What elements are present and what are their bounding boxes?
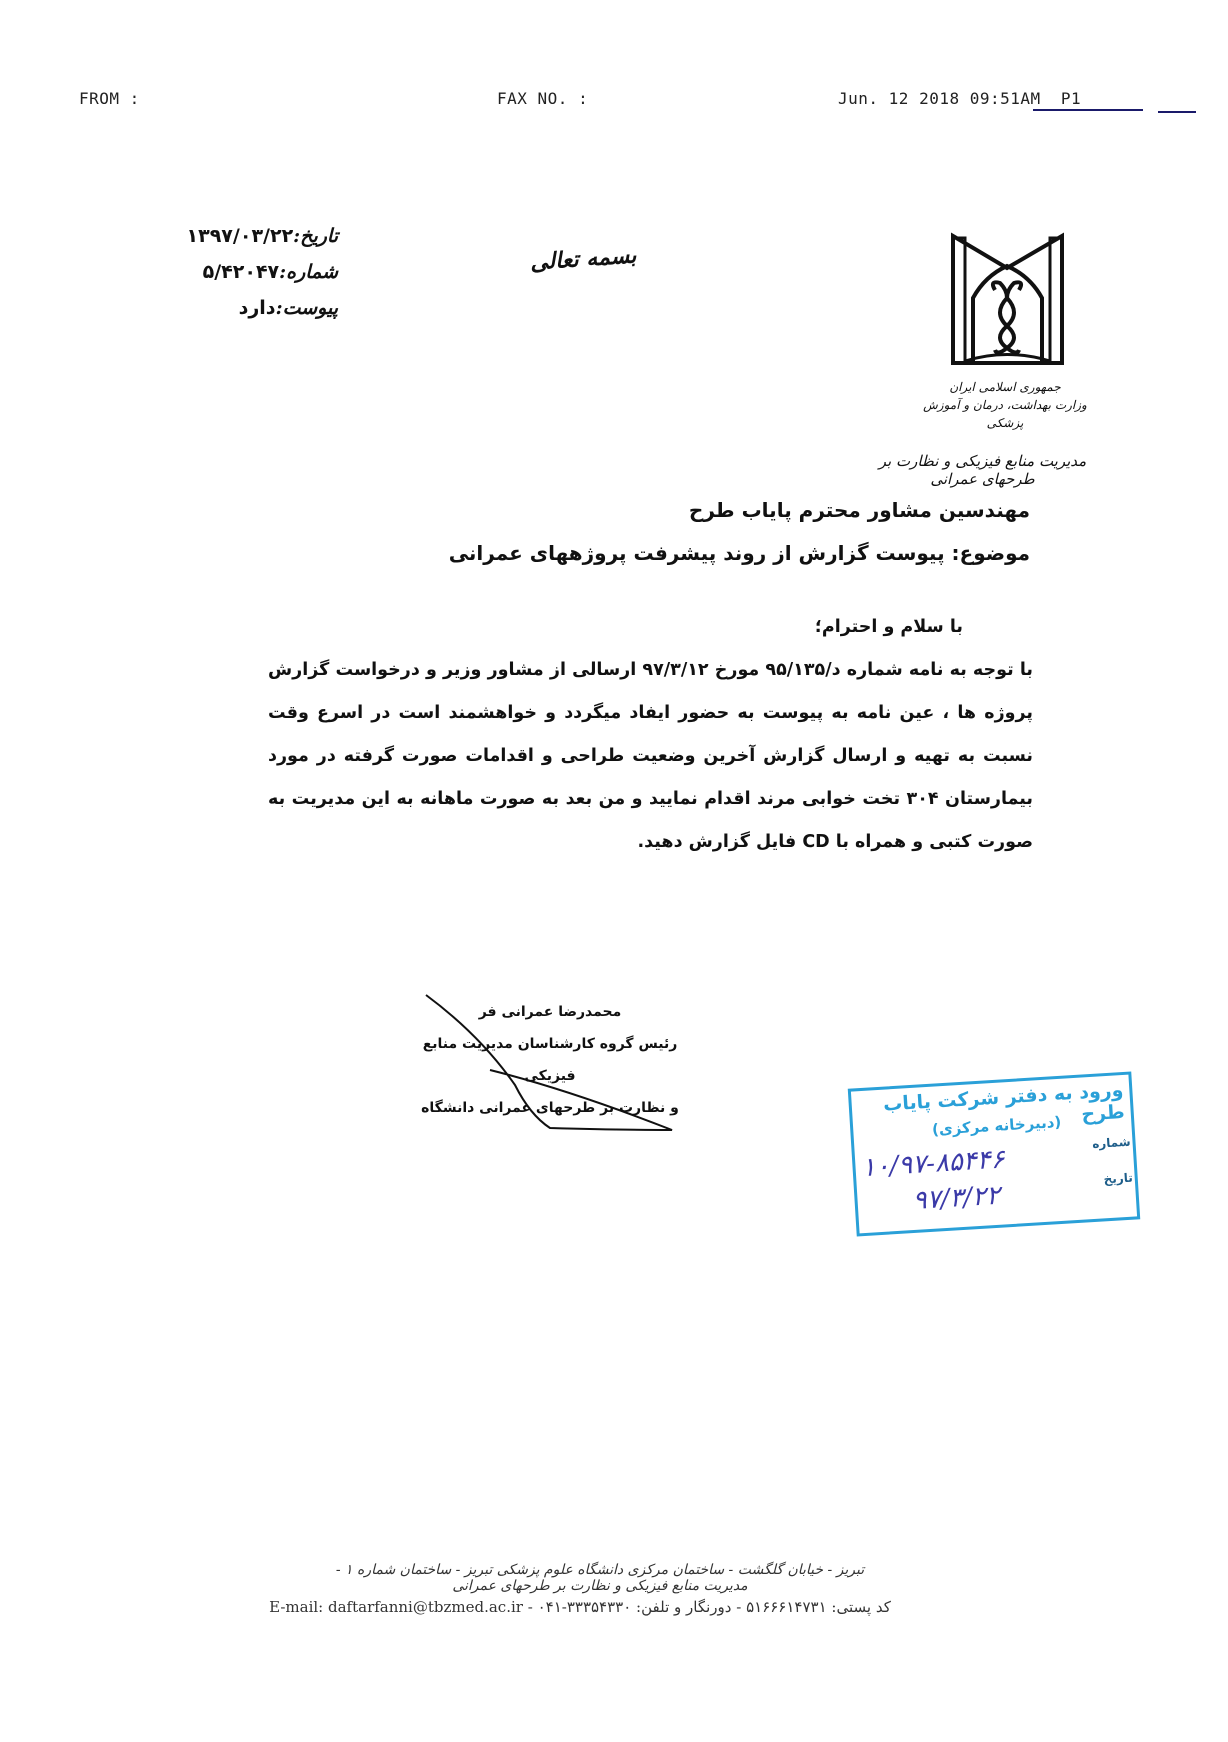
letter-body xyxy=(268,606,1033,864)
footer-contact xyxy=(255,1598,905,1616)
date-row xyxy=(187,218,338,254)
signer-title-2: و نظارت بر طرحهای عمرانی دانشگاه xyxy=(421,1100,679,1116)
greeting: با سلام و احترام؛ xyxy=(814,617,963,637)
fax-time: Jun. 12 2018 09:51AM xyxy=(838,89,1041,108)
stamp-number-label: شماره xyxy=(1091,1134,1131,1151)
fax-page: P1 xyxy=(1060,89,1082,108)
header-underline xyxy=(1033,109,1143,111)
handwritten-signature-icon xyxy=(420,990,680,1140)
date-label: تاریخ: xyxy=(293,225,338,247)
stamp-date-value: ۹۷/۳/۲۲ xyxy=(911,1180,1001,1217)
invocation: بسمه تعالی xyxy=(529,242,638,276)
received-stamp xyxy=(848,1071,1141,1236)
department-name: مدیریت منابع فیزیکی و نظارت بر طرحهای عمرانی xyxy=(878,452,1087,488)
attachment-row xyxy=(187,290,338,326)
footer-email[interactable]: E-mail: daftarfanni@tbzmed.ac.ir xyxy=(269,1598,523,1616)
fax-from-label: FROM : xyxy=(79,89,140,108)
attachment-label: پیوست: xyxy=(275,297,338,319)
number-row xyxy=(187,254,338,290)
body-paragraph: با توجه به نامه شماره د/۹۵/۱۳۵ مورخ ۹۷/۳/۱۲ ارسالی از مشاور وزیر و درخواست گزارش پروژه ها ، عین نامه به پیوست به حضور ایفاد میگردد و خواهشمند است در اسرع وقت نسبت به تهیه و ارسال گزارش آخرین وضعیت طراحی و اقدامات صورت گرفته در مورد بیمارستان ۳۰۴ تخت خوابی مرند اقدام نمایید و من بعد به صورت ماهانه به این مدیریت به صورت کتبی و همراه با CD فایل گزارش دهید. xyxy=(268,660,1033,852)
footer-postal-phone: کد پستی: ۵۱۶۶۶۱۴۷۳۱ - دورنگار و تلفن: ۳۳۳۵۴۳۳۰-۰۴۱ - xyxy=(527,1598,891,1616)
header-underline-short xyxy=(1158,111,1196,113)
signer-title-1: رئیس گروه کارشناسان مدیریت منابع فیزیکی xyxy=(422,1036,678,1084)
attachment-value: دارد xyxy=(238,297,276,319)
stamp-line2: (دبیرخانه مرکزی) xyxy=(931,1112,1062,1139)
subject: موضوع: پیوست گزارش از روند پیشرفت پروژههای عمرانی xyxy=(448,541,1030,565)
emblem-line1: جمهوری اسلامی ایران xyxy=(949,380,1061,394)
date-value: ۱۳۹۷/۰۳/۲۲ xyxy=(186,225,294,247)
signer-name: محمدرضا عمرانی فر xyxy=(478,1004,622,1020)
recipient: مهندسین مشاور محترم پایاب طرح xyxy=(688,498,1030,522)
fax-number-label: FAX NO. : xyxy=(497,89,589,108)
emblem-line2: وزارت بهداشت، درمان و آموزش پزشکی xyxy=(923,398,1087,430)
letter-meta xyxy=(187,218,338,326)
fax-timestamp xyxy=(838,89,1081,108)
emblem-caption xyxy=(920,378,1090,432)
number-label: شماره: xyxy=(279,261,338,283)
stamp-line1: ورود به دفتر شرکت پایاب طرح xyxy=(882,1079,1126,1126)
number-value: ۵/۴۲۰۴۷ xyxy=(202,261,280,283)
footer-address: تبریز - خیابان گلگشت - ساختمان مرکزی دانشگاه علوم پزشکی تبریز - ساختمان شماره ۱ - مدیریت منابع فیزیکی و نظارت بر طرحهای عمرانی xyxy=(335,1562,865,1594)
stamp-date-label: تاریخ xyxy=(1103,1170,1134,1187)
stamp-number-value: ۱۰/۹۷-۸۵۴۴۶ xyxy=(860,1144,1006,1184)
university-emblem-icon xyxy=(945,228,1070,373)
